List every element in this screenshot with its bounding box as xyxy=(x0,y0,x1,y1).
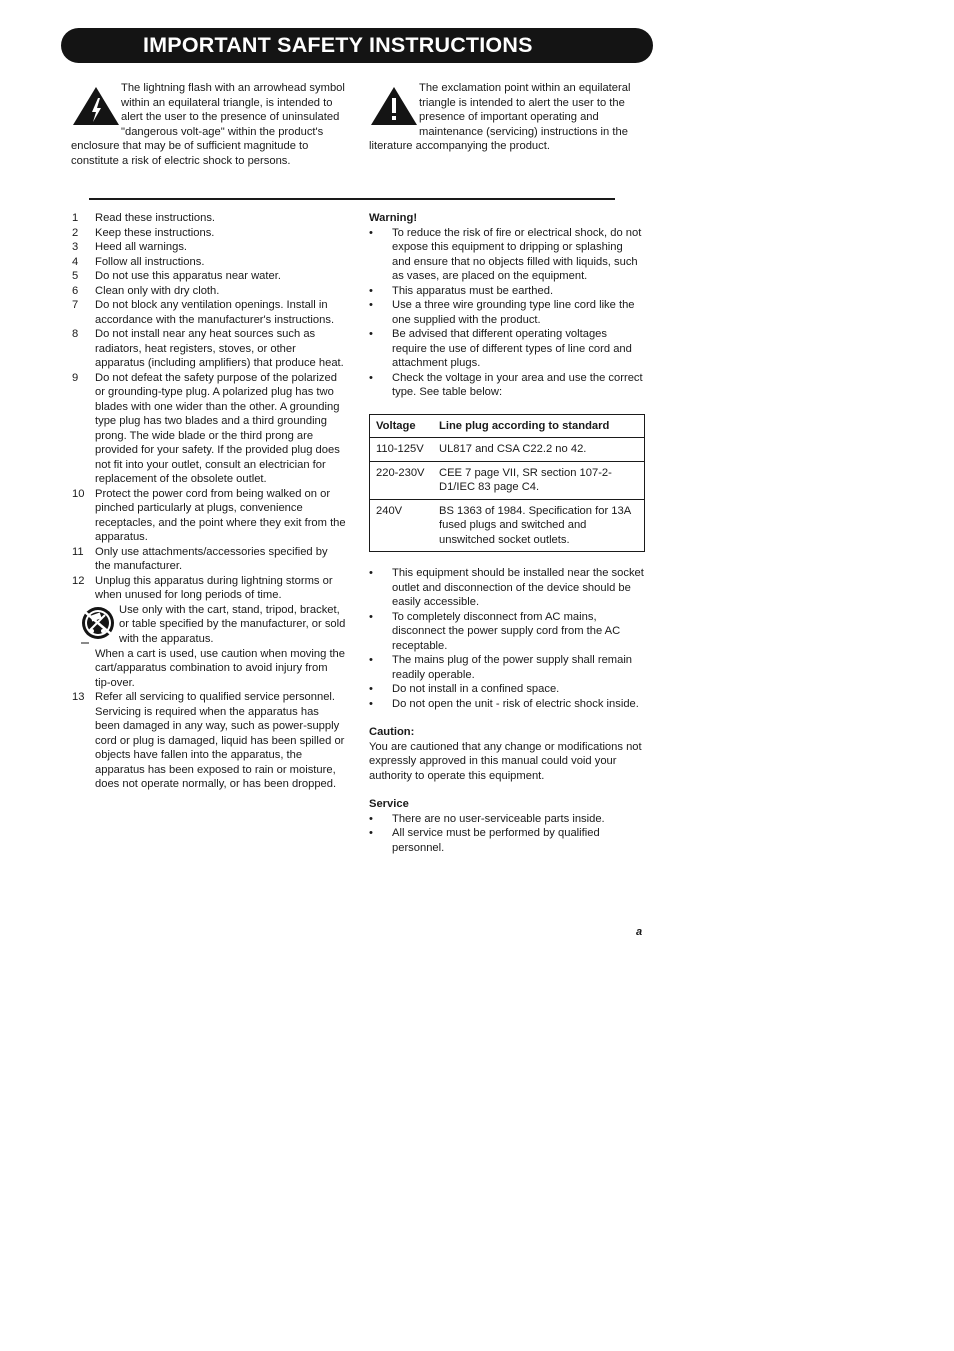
instruction-item xyxy=(72,226,346,241)
bullet-item xyxy=(369,653,644,682)
voltage-cell: 220-230V xyxy=(370,461,434,499)
caution-heading: Caution: xyxy=(369,726,415,738)
bullet-text: Do not install in a confined space. xyxy=(392,683,560,695)
instruction-number: 3 xyxy=(72,241,79,253)
bullet: • xyxy=(369,654,373,666)
bullet-text: Be advised that different operating voltages require the use of different types of line cord and attachment plugs. xyxy=(392,328,632,369)
instruction-item xyxy=(72,371,346,487)
bullet-text: To reduce the risk of fire or electrical shock, do not expose this equipment to dripping or splashing and ensure that no objects filled with liquids, such as vases, are placed on the equipment. xyxy=(392,226,642,282)
instruction-text: Unplug this apparatus during lightning storms or when unused for long periods of time. xyxy=(95,574,333,601)
service-heading: Service xyxy=(369,798,409,810)
instruction-text: Protect the power cord from being walked on or pinched particularly at plugs, convenience receptacles, and the point where they exit from the apparatus. xyxy=(95,487,346,543)
bullet: • xyxy=(369,827,373,839)
instruction-text: Keep these instructions. xyxy=(95,226,215,239)
page-title: IMPORTANT SAFETY INSTRUCTIONS xyxy=(143,33,533,57)
instruction-item xyxy=(72,284,346,299)
service-list xyxy=(369,812,644,856)
warning-list xyxy=(369,226,644,400)
instruction-number: 1 xyxy=(72,212,79,224)
lightning-notice xyxy=(71,81,346,168)
instruction-text: Do not defeat the safety purpose of the polarized or grounding-type plug. A polarized plug has two blades with one wider than the other. A grounding type plug has two blades and a third grounding prong. The wide blade or the third prong are provided for your safety. If the provided plug does not fit into your outlet, consult an electrician for replacement of the obsolete outlet. xyxy=(95,371,340,485)
warnings-column xyxy=(369,211,644,855)
instruction-text: Follow all instructions. xyxy=(95,255,205,268)
instruction-number: 13 xyxy=(72,691,85,703)
instruction-number: 4 xyxy=(72,255,79,268)
bullet: • xyxy=(369,328,373,340)
exclamation-warning-icon xyxy=(369,85,419,129)
bullet: • xyxy=(369,683,373,695)
instruction-number: 9 xyxy=(72,371,79,384)
instructions-column xyxy=(72,211,346,792)
instruction-text: Only use attachments/accessories specified by the manufacturer. xyxy=(95,545,328,572)
cart-tip-over-icon xyxy=(77,605,115,647)
table-row xyxy=(370,438,645,462)
instruction-text: Do not install near any heat sources such as radiators, heat registers, stoves, or other apparatus (including amplifiers) that produce heat. xyxy=(95,328,344,369)
bullet: • xyxy=(369,812,373,825)
instruction-item xyxy=(72,255,346,270)
instruction-text: Clean only with dry cloth. xyxy=(95,284,220,297)
bullet: • xyxy=(369,284,373,297)
instruction-text: Do not block any ventilation openings. Install in accordance with the manufacturer's instructions. xyxy=(95,299,335,326)
instruction-number: 2 xyxy=(72,226,79,239)
instruction-number: 6 xyxy=(72,284,79,297)
instruction-item xyxy=(72,327,346,371)
instruction-item xyxy=(72,574,346,603)
bullet-text: Use a three wire grounding type line cord like the one supplied with the product. xyxy=(392,299,635,326)
bullet: • xyxy=(369,610,373,623)
standard-cell: BS 1363 of 1984. Specification for 13A fused plugs and switched and unswitched socket outlets. xyxy=(433,499,645,552)
instruction-item xyxy=(72,545,346,574)
standard-cell: CEE 7 page VII, SR section 107-2-D1/IEC 83 page C4. xyxy=(433,461,645,499)
voltage-table xyxy=(369,414,645,553)
bullet-item xyxy=(369,298,644,327)
instruction-item xyxy=(72,487,346,545)
bullet: • xyxy=(369,567,373,579)
bullet: • xyxy=(369,697,373,710)
bullet-item xyxy=(369,682,644,697)
table-header: Line plug according to standard xyxy=(433,414,645,438)
instruction-item xyxy=(72,240,346,255)
instruction-text: Read these instructions. xyxy=(95,212,216,224)
bullet-item xyxy=(369,566,644,610)
instruction-item xyxy=(72,269,346,284)
exclamation-notice xyxy=(369,81,644,154)
table-header: Voltage xyxy=(370,414,434,438)
voltage-cell: 110-125V xyxy=(370,438,434,462)
bullet-item xyxy=(369,826,644,855)
bullet-text: There are no user-serviceable parts inside. xyxy=(392,812,605,825)
bullet-text: To completely disconnect from AC mains, disconnect the power supply cord from the AC receptable. xyxy=(392,610,621,652)
bullet-item xyxy=(369,371,644,400)
page-number: a xyxy=(636,926,643,938)
instruction-item xyxy=(72,298,346,327)
warning-heading: Warning! xyxy=(369,212,418,224)
instruction-item xyxy=(72,211,346,226)
exclamation-notice-text: The exclamation point within an equilateral triangle is intended to alert the user to the presence of important operating and maintenance (servicing) instructions in the literature accompanying the product. xyxy=(369,82,631,152)
instruction-number: 7 xyxy=(72,299,79,311)
table-row xyxy=(370,499,645,552)
installation-list xyxy=(369,566,644,711)
instruction-number: 12 xyxy=(72,574,85,587)
bullet-item xyxy=(369,226,644,284)
bullet: • xyxy=(369,299,373,311)
bullet-text: The mains plug of the power supply shall remain readily operable. xyxy=(392,654,633,681)
caution-text: You are cautioned that any change or modifications not expressly approved in this manual could void your authority to operate this equipment. xyxy=(369,740,642,782)
lightning-warning-icon xyxy=(71,85,121,129)
bullet-text: This equipment should be installed near the socket outlet and disconnection of the device should be easily accessible. xyxy=(392,567,644,608)
bullet-item xyxy=(369,697,644,712)
instruction-text: Refer all servicing to qualified service personnel. Servicing is required when the apparatus has been damaged in any way, such as power-supply cord or plug is damaged, liquid has been spilled or objects have fallen into the apparatus, the apparatus has been exposed to rain or moisture, does not operate normally, or has been dropped. xyxy=(95,691,345,790)
bullet-text: All service must be performed by qualified personnel. xyxy=(392,827,600,854)
table-row xyxy=(370,461,645,499)
divider xyxy=(89,198,615,200)
table-header-row xyxy=(370,414,645,438)
bullet-text: Check the voltage in your area and use the correct type. See table below: xyxy=(392,371,643,398)
bullet: • xyxy=(369,371,373,384)
cart-warning xyxy=(77,603,346,647)
bullet-text: This apparatus must be earthed. xyxy=(392,284,554,297)
instruction-text: Heed all warnings. xyxy=(95,241,188,253)
instructions-list xyxy=(72,211,346,603)
instruction-number: 5 xyxy=(72,270,79,282)
bullet-item xyxy=(369,610,644,654)
instruction-item-13 xyxy=(72,690,346,792)
lightning-notice-text: The lightning flash with an arrowhead symbol within an equilateral triangle, is intended to alert the user to the presence of uninsulated "dangerous volt-age" within the product's enclosure that may be of sufficient magnitude to constitute a risk of electric shock to persons. xyxy=(71,82,345,167)
voltage-cell: 240V xyxy=(370,499,434,552)
cart-warning-text-2: When a cart is used, use caution when moving the cart/apparatus combination to avoid injury from tip-over. xyxy=(95,647,345,689)
bullet-text: Do not open the unit - risk of electric shock inside. xyxy=(392,697,639,710)
bullet-item xyxy=(369,327,644,371)
instruction-number: 10 xyxy=(72,487,85,500)
instruction-number: 11 xyxy=(72,545,84,558)
cart-warning-text: Use only with the cart, stand, tripod, bracket, or table specified by the manufacturer, or sold with the apparatus. xyxy=(119,603,346,645)
instruction-text: Do not use this apparatus near water. xyxy=(95,270,281,282)
bullet-item xyxy=(369,284,644,299)
bullet-item xyxy=(369,812,644,827)
bullet: • xyxy=(369,226,373,239)
instruction-number: 8 xyxy=(72,328,79,340)
title-banner xyxy=(61,28,653,63)
standard-cell: UL817 and CSA C22.2 no 42. xyxy=(433,438,645,462)
